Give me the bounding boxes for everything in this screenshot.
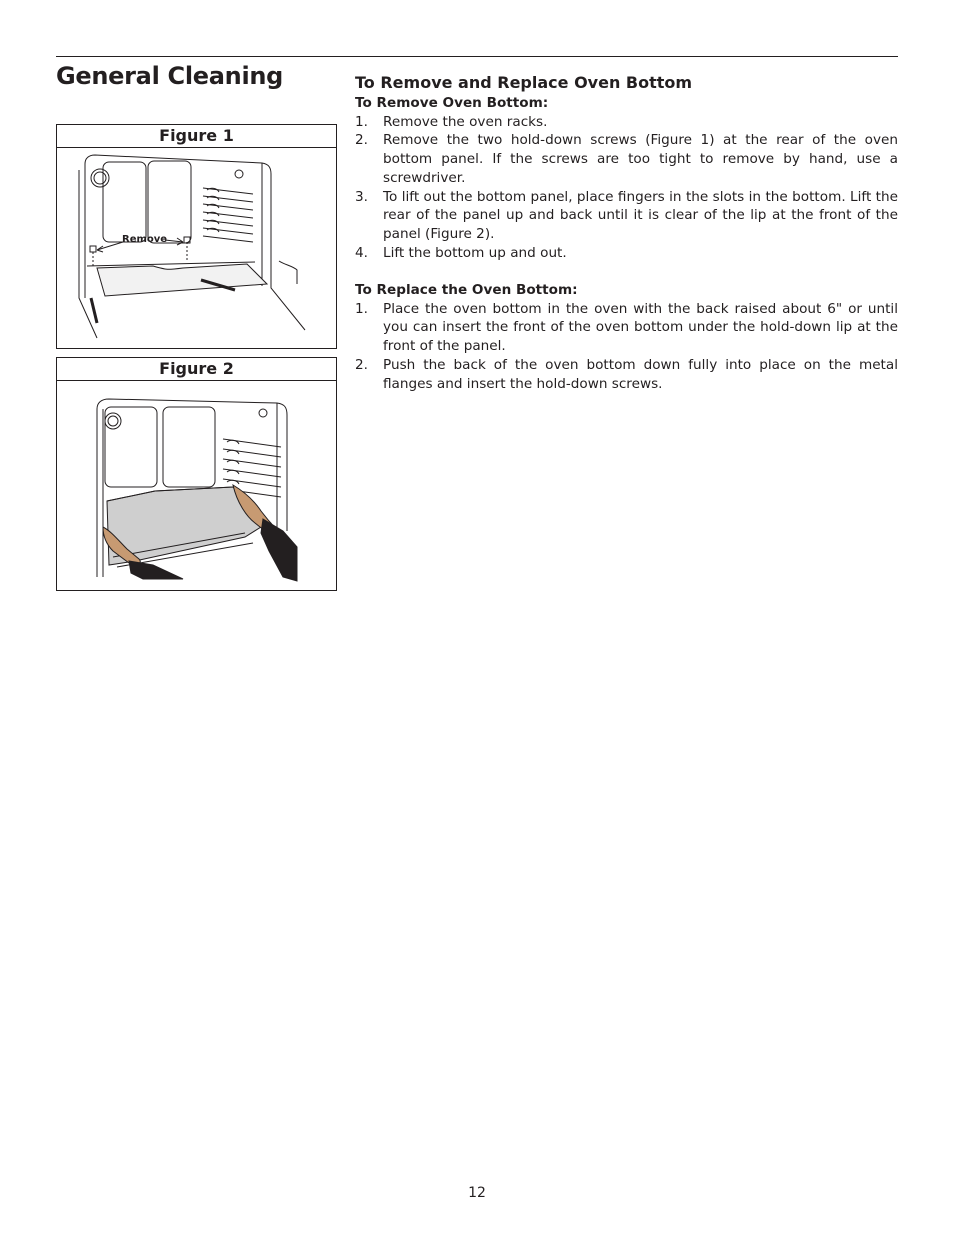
figure-1 <box>56 124 337 349</box>
list-item: 4. Lift the bottom up and out. <box>355 244 567 261</box>
list-item: 1. Place the oven bottom in the oven with the back raised about 6" or until you can insert the front of the oven bottom under the hold-down lip at the front of the panel. <box>355 300 898 355</box>
list-item: 2. Push the back of the oven bottom down fully into place on the metal flanges and insert the hold-down screws. <box>355 356 898 392</box>
instructions <box>355 72 898 393</box>
replace-steps <box>355 300 898 394</box>
remove-heading: To Remove Oven Bottom: <box>355 95 549 111</box>
section-heading: To Remove and Replace Oven Bottom <box>355 73 693 92</box>
list-item: 2. Remove the two hold-down screws (Figure 1) at the rear of the oven bottom panel. If the screws are too tight to remove by hand, use a screwdriver. <box>355 132 898 186</box>
list-item: 3. To lift out the bottom panel, place fingers in the slots in the bottom. Lift the rear of the panel up and back until it is clear of the lip at the front of the panel (Figure 2). <box>355 188 898 242</box>
figure-1-caption: Figure 1 <box>57 125 336 148</box>
oven-remove-screws-illustration <box>57 148 336 348</box>
figure-2 <box>56 357 337 591</box>
page-title: General Cleaning <box>56 62 284 90</box>
page-number: 12 <box>468 1185 486 1201</box>
top-rule <box>56 56 898 57</box>
figure-2-caption: Figure 2 <box>57 358 336 381</box>
list-item: 1. Remove the oven racks. <box>355 113 548 130</box>
figure-1-callout: Remove <box>122 234 168 245</box>
remove-steps <box>355 113 898 263</box>
replace-heading: To Replace the Oven Bottom: <box>355 282 578 299</box>
oven-lift-bottom-illustration <box>57 381 336 590</box>
